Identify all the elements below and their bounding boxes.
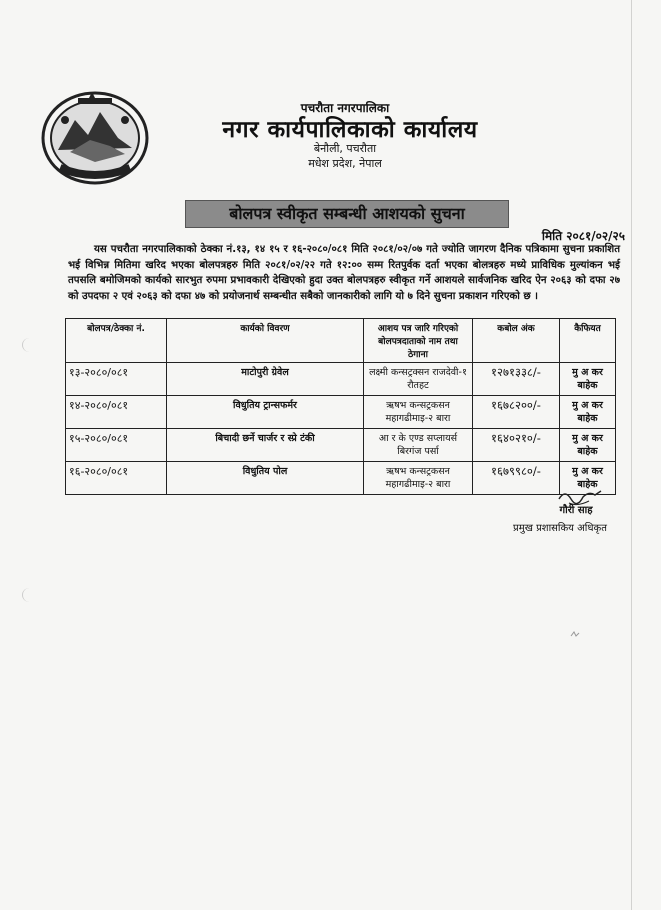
header-bidder: आशय पत्र जारि गरिएको बोलपत्रदाताको नाम तथा ठेगाना xyxy=(364,319,473,363)
bidder-name: ऋषभ कन्सट्रकसन महागढीमाइ-२ बारा xyxy=(364,396,473,429)
table-row xyxy=(66,429,616,462)
bid-no: १५-२०८०/०८१ xyxy=(66,429,167,462)
table-header-row xyxy=(66,319,616,363)
notice-title: बोलपत्र स्वीकृत सम्बन्धी आशयको सुचना xyxy=(185,200,509,228)
bidder-name: ऋषभ कन्सट्रकसन महागढीमाइ-२ बारा xyxy=(364,462,473,495)
punch-hole-mark xyxy=(22,338,37,352)
bid-amount: १६७९९८०/- xyxy=(473,462,560,495)
bid-table xyxy=(65,318,616,495)
signer-name: गौरी साह xyxy=(559,505,593,516)
work-description: विधुतिय पोल xyxy=(167,462,364,495)
signer-title: प्रमुख प्रशासकिय अधिकृत xyxy=(513,523,607,534)
work-description: माटोपुरी ग्रेवेल xyxy=(167,363,364,396)
address-line-1: बेनौली, पचरौता xyxy=(313,142,377,155)
table-row xyxy=(66,363,616,396)
bidder-name: लक्ष्मी कन्सट्रक्सन राजदेवी-१ रौतहट xyxy=(364,363,473,396)
bid-no: १६-२०८०/०८१ xyxy=(66,462,167,495)
punch-hole-mark xyxy=(22,588,37,602)
bid-no: १४-२०८०/०८१ xyxy=(66,396,167,429)
bidder-name: आ र के एण्ड सप्लायर्स बिरगंज पर्सा xyxy=(364,429,473,462)
work-description: बिचादी छर्ने चार्जर र स्प्रे टंकी xyxy=(167,429,364,462)
municipality-name: पचरौता नगरपालिका xyxy=(300,101,390,115)
office-title: नगर कार्यपालिकाको कार्यालय xyxy=(222,116,478,143)
remarks: मु अ कर बाहेक xyxy=(560,363,616,396)
header-work: कार्यको विवरण xyxy=(167,319,364,363)
remarks: मु अ कर बाहेक xyxy=(560,429,616,462)
nepal-emblem-logo xyxy=(40,90,150,186)
table-row xyxy=(66,396,616,429)
notice-body xyxy=(68,242,620,304)
page-edge-line xyxy=(631,0,632,910)
table-row xyxy=(66,462,616,495)
bid-amount: १६४०२१०/- xyxy=(473,429,560,462)
address-line-2: मधेश प्रदेश, नेपाल xyxy=(308,157,382,170)
bid-amount: १६७८२००/- xyxy=(473,396,560,429)
remarks: मु अ कर बाहेक xyxy=(560,396,616,429)
ink-smudge xyxy=(570,630,582,638)
header-bid-no: बोलपत्र/ठेक्का नं. xyxy=(66,319,167,363)
notice-date: मिति २०८१/०२/२५ xyxy=(541,229,625,243)
header-remarks: कैफियत xyxy=(560,319,616,363)
remarks: मु अ कर बाहेक xyxy=(560,462,616,495)
notice-body-text: यस पचरौता नगरपालिकाको ठेक्का नं.१३, १४ १५ र १६-२०८०/०८१ मिति २०८१/०२/०७ गते ज्योति जागरण दैनिक पत्रिकामा सुचना प्रकाशित भई विभिन्न मितिमा खरिद भएका बोलपत्रहरु मिति २०८१/०२/२२ गते १२:०० सम्म रितपुर्वक दर्ता भएका बोलत्रहरु मध्ये प्राविधिक मुल्यांकन भई तपसलि बमोजिमको कार्यको सारभुत रुपमा प्रभावकारी देखिएको हुदा उक्त बोलपत्रहरु स्वीकृत गर्ने आशयले सार्वजनिक खरिद ऐन २०६३ को दफा २७ को उपदफा २ एवं २०६३ को दफा ४७ को प्रयोजनार्थ सम्बन्धीत सबैको जानकारीको लागि यो ७ दिने सुचना प्रकाशन गरिएको छ । xyxy=(68,244,620,302)
bid-no: १३-२०८०/०८१ xyxy=(66,363,167,396)
bid-amount: १२७१३३८/- xyxy=(473,363,560,396)
header-amount: कबोल अंक xyxy=(473,319,560,363)
work-description: विधुतिय ट्रान्सफर्मर xyxy=(167,396,364,429)
